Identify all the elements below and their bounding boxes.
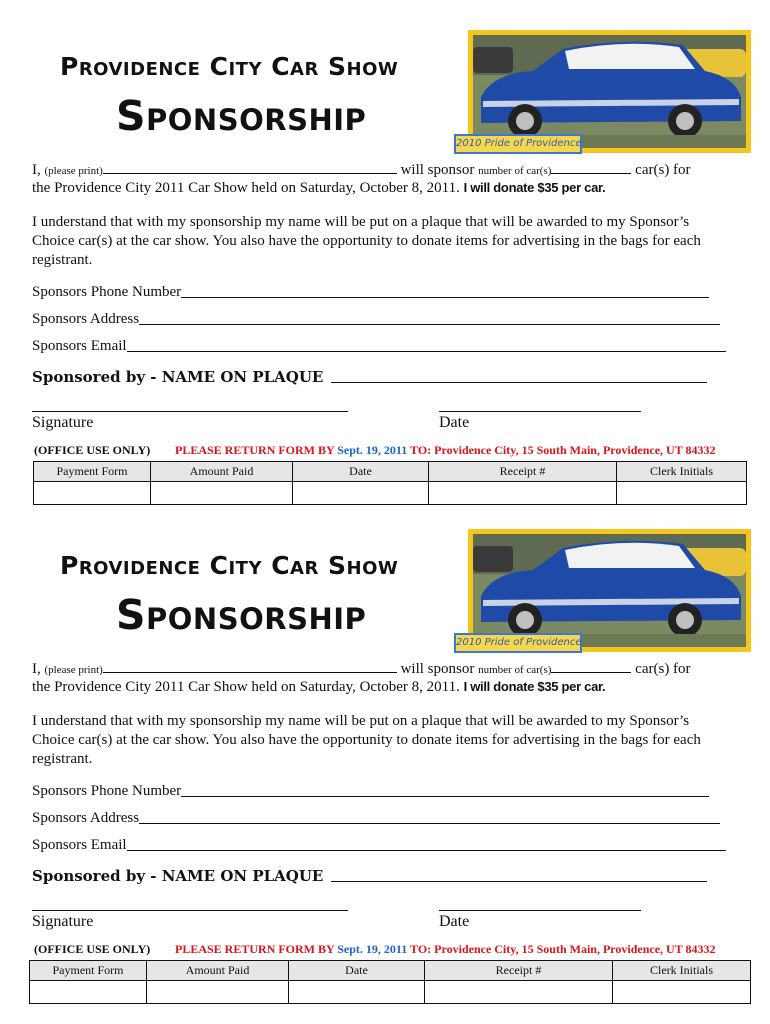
event-title: Providence City Car Show [60, 52, 399, 81]
number-of-cars-label: number of car(s) [478, 664, 552, 676]
date-label: Date [439, 913, 470, 930]
header-date: Date [293, 462, 429, 482]
email-input[interactable] [127, 350, 726, 352]
header-payment-form: Payment Form [34, 462, 151, 482]
sponsor-name-line [32, 161, 691, 179]
header-date: Date [289, 961, 425, 981]
office-table-header [34, 462, 747, 482]
address-input[interactable] [139, 323, 720, 325]
phone-label: Sponsors Phone Number [32, 783, 182, 799]
plaque-name-input[interactable] [331, 881, 707, 882]
plaque-field [32, 368, 707, 386]
plaque-name-input[interactable] [331, 382, 707, 383]
phone-field [32, 783, 709, 800]
office-table-row [30, 981, 751, 1004]
form-title: Sponsorship [116, 591, 367, 639]
payment-form-cell[interactable] [30, 981, 147, 1004]
donation-note: I will donate $35 per car. [463, 180, 606, 195]
email-label: Sponsors Email [32, 837, 127, 853]
sponsorship-paragraph: I understand that with my sponsorship my name will be put on a plaque that will be awarded to my Sponsor’s Choice car(s) at the car show. You also have the opportunity to donate items for advertising in the bags for each registrant. [32, 214, 701, 268]
office-use-label: (OFFICE USE ONLY) [34, 942, 151, 956]
number-of-cars-input[interactable] [551, 660, 631, 673]
date-input[interactable] [439, 910, 641, 911]
return-prefix: PLEASE RETURN FORM BY [175, 942, 335, 956]
return-instructions [175, 942, 716, 957]
cars-for-label: car(s) for [635, 162, 691, 178]
will-sponsor-label: will sponsor [400, 661, 475, 677]
header-payment-form: Payment Form [30, 961, 147, 981]
plaque-label: Sponsored by - NAME ON PLAQUE [32, 867, 324, 885]
header-amount-paid: Amount Paid [151, 462, 293, 482]
date-cell[interactable] [289, 981, 425, 1004]
signature-label: Signature [32, 414, 94, 431]
signature-input[interactable] [32, 910, 348, 911]
header-receipt: Receipt # [429, 462, 617, 482]
receipt-cell[interactable] [425, 981, 613, 1004]
phone-label: Sponsors Phone Number [32, 284, 182, 300]
header-receipt: Receipt # [425, 961, 613, 981]
signature-input[interactable] [32, 411, 348, 412]
sponsorship-form-1 [0, 0, 770, 500]
date-label: Date [439, 414, 470, 431]
office-table-header [30, 961, 751, 981]
return-address: TO: Providence City, 15 South Main, Providence, UT 84332 [410, 942, 716, 956]
header-clerk-initials: Clerk Initials [613, 961, 751, 981]
office-use-table [29, 960, 751, 1004]
clerk-initials-cell[interactable] [613, 981, 751, 1004]
email-field [32, 338, 726, 355]
date-input[interactable] [439, 411, 641, 412]
return-prefix: PLEASE RETURN FORM BY [175, 443, 335, 457]
email-label: Sponsors Email [32, 338, 127, 354]
amount-paid-cell[interactable] [147, 981, 289, 1004]
address-field [32, 311, 720, 328]
phone-input[interactable] [181, 296, 709, 298]
address-field [32, 810, 720, 827]
form-title: Sponsorship [116, 92, 367, 140]
sponsor-name-input[interactable] [103, 660, 397, 673]
i-label: I, [32, 162, 41, 178]
sponsor-name-input[interactable] [103, 161, 397, 174]
event-description: the Providence City 2011 Car Show held on Saturday, October 8, 2011. [32, 180, 460, 196]
please-print-label: (please print) [44, 165, 103, 177]
email-field [32, 837, 726, 854]
photo-caption: 2010 Pride of Providence [454, 633, 582, 653]
will-sponsor-label: will sponsor [400, 162, 475, 178]
number-of-cars-input[interactable] [551, 161, 631, 174]
address-label: Sponsors Address [32, 810, 140, 826]
return-instructions [175, 443, 716, 458]
address-label: Sponsors Address [32, 311, 140, 327]
donation-note: I will donate $35 per car. [463, 679, 606, 694]
email-input[interactable] [127, 849, 726, 851]
signature-label: Signature [32, 913, 94, 930]
i-label: I, [32, 661, 41, 677]
sponsorship-paragraph: I understand that with my sponsorship my name will be put on a plaque that will be awarded to my Sponsor’s Choice car(s) at the car show. You also have the opportunity to donate items for advertising in the bags for each registrant. [32, 713, 701, 767]
phone-input[interactable] [181, 795, 709, 797]
photo-caption: 2010 Pride of Providence [454, 134, 582, 154]
plaque-label: Sponsored by - NAME ON PLAQUE [32, 368, 324, 386]
phone-field [32, 284, 709, 301]
address-input[interactable] [139, 822, 720, 824]
return-date: Sept. 19, 2011 [337, 443, 408, 457]
event-description: the Providence City 2011 Car Show held on Saturday, October 8, 2011. [32, 679, 460, 695]
event-line [32, 180, 605, 197]
return-address: TO: Providence City, 15 South Main, Providence, UT 84332 [410, 443, 716, 457]
sponsor-name-line [32, 660, 691, 678]
sponsorship-form-2 [0, 499, 770, 999]
please-print-label: (please print) [44, 664, 103, 676]
cars-for-label: car(s) for [635, 661, 691, 677]
event-line [32, 679, 605, 696]
header-amount-paid: Amount Paid [147, 961, 289, 981]
plaque-field [32, 867, 707, 885]
office-use-label: (OFFICE USE ONLY) [34, 443, 151, 457]
header-clerk-initials: Clerk Initials [617, 462, 747, 482]
return-date: Sept. 19, 2011 [337, 942, 408, 956]
number-of-cars-label: number of car(s) [478, 165, 552, 177]
event-title: Providence City Car Show [60, 551, 399, 580]
